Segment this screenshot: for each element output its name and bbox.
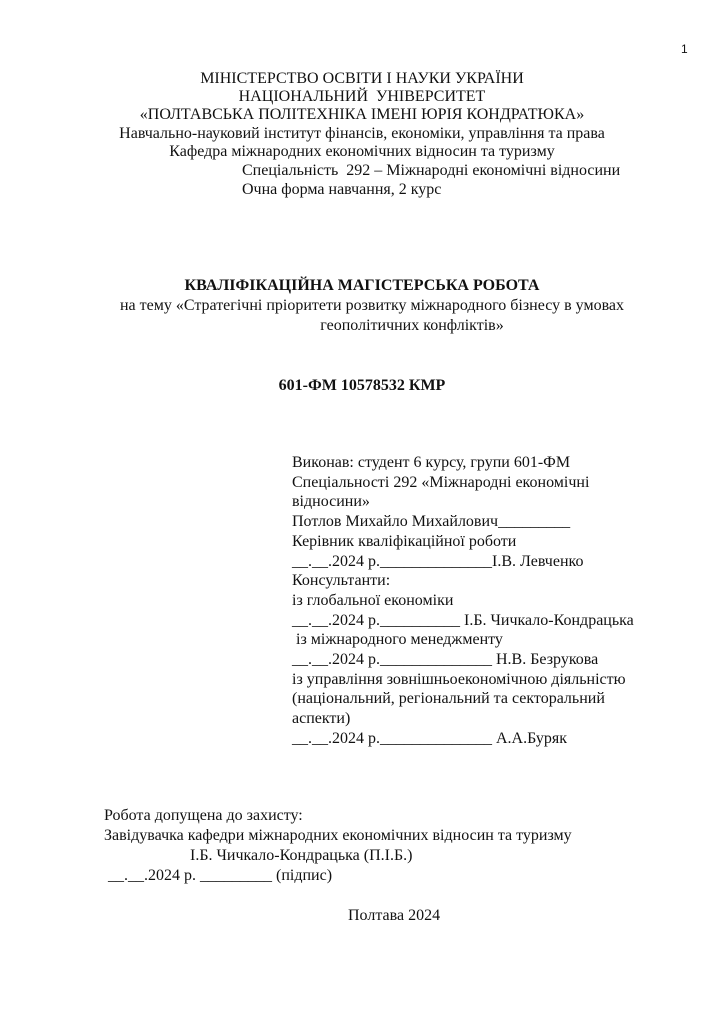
topic-line-2: геополітичних конфліктів» [320, 317, 504, 334]
approval-signature: __.__.2024 р. _________ (підпис) [104, 867, 333, 884]
topic-line-1: на тему «Стратегічні пріоритети розвитку міжнародного бізнесу в умовах [119, 297, 625, 314]
page-number: 1 [681, 42, 688, 56]
supervisor-signature: __.__.2024 р.______________І.В. Левченко [292, 552, 584, 570]
department-line: Кафедра міжнародних економічних відносин та туризму [169, 143, 555, 160]
work-code: 601-ФМ 10578532 КМР [278, 377, 446, 394]
ministry-line: МІНІСТЕРСТВО ОСВІТИ І НАУКИ УКРАЇНИ [200, 70, 524, 87]
institute-line: Навчально-науковий інститут фінансів, економіки, управління та права [119, 125, 605, 142]
university-line: НАЦІОНАЛЬНИЙ УНІВЕРСИТЕТ [238, 88, 486, 105]
consultant-area: із глобальної економіки [292, 591, 454, 609]
consultant-signature: __.__.2024 р.______________ Н.В. Безрукова [292, 651, 599, 668]
author-name: Потлов Михайло Михайлович_________ [292, 513, 571, 531]
approval-line: Робота допущена до захисту: [104, 807, 303, 824]
city-year: Полтава 2024 [348, 907, 441, 924]
consultant-area: аспекти) [292, 710, 351, 728]
consultant-signature: __.__.2024 р.______________ А.А.Буряк [292, 729, 568, 747]
study-form-line: Очна форма навчання, 2 курс [242, 181, 442, 198]
university-name-line: «ПОЛТАВСЬКА ПОЛІТЕХНІКА ІМЕНІ ЮРІЯ КОНДРАТЮКА» [139, 106, 585, 123]
consultants-label: Консультанти: [292, 572, 391, 590]
author-line: відносини» [292, 493, 370, 511]
author-line: Виконав: студент 6 курсу, групи 601-ФМ [292, 454, 571, 471]
consultant-signature: __.__.2024 р.__________ І.Б. Чичкало-Кондрацька [292, 611, 634, 629]
consultant-area: із міжнародного менеджменту [292, 631, 503, 649]
work-title: КВАЛІФІКАЦІЙНА МАГІСТЕРСЬКА РОБОТА [184, 277, 540, 294]
head-of-department-name: І.Б. Чичкало-Кондрацька (П.І.Б.) [190, 847, 413, 864]
head-of-department-line: Завідувачка кафедри міжнародних економічних відносин та туризму [104, 827, 572, 844]
author-line: Спеціальності 292 «Міжнародні економічні [292, 473, 590, 491]
consultant-area: із управління зовнішньоекономічною діяльністю [292, 670, 626, 688]
specialty-line: Спеціальність 292 – Міжнародні економічні відносини [242, 162, 621, 179]
supervisor-label: Керівник кваліфікаційної роботи [292, 532, 517, 550]
consultant-area: (національний, регіональний та секторальний [292, 690, 605, 708]
